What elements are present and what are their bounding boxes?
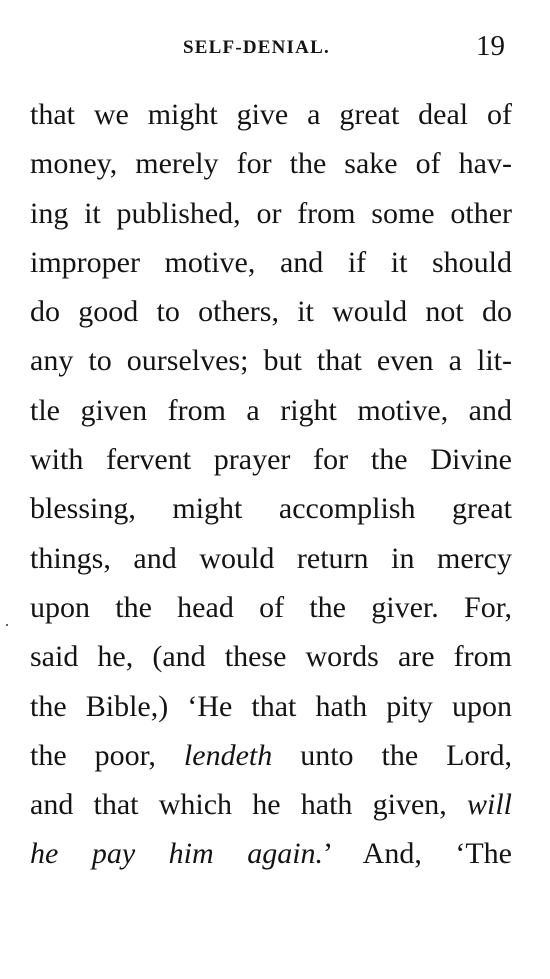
text-line: he pay him again.’ And, ‘The [30, 837, 513, 871]
text-line: upon the head of the giver. For, [30, 590, 512, 624]
running-head: SELF-DENIAL. [183, 37, 330, 58]
text-line: and that which he hath given, will [30, 788, 512, 822]
print-speck [6, 624, 8, 626]
italic-text: he pay him again. [30, 837, 324, 871]
text-line: that we might give a great deal of [30, 98, 512, 131]
text-line: said he, (and these words are from [30, 640, 512, 674]
text-line: money, merely for the sake of hav- [30, 147, 512, 181]
text-line: ing it published, or from some other [30, 196, 512, 230]
text-line: improper motive, and if it should [30, 245, 512, 279]
body-text [30, 90, 512, 879]
text-line: with fervent prayer for the Divine [30, 443, 512, 477]
italic-text: lendeth [183, 738, 273, 772]
italic-text: will [466, 788, 512, 822]
text-line: the Bible,) ‘He that hath pity upon [30, 689, 512, 723]
text-line: blessing, might accomplish great [30, 492, 512, 526]
text-line: any to ourselves; but that even a lit- [30, 344, 512, 378]
text-line: things, and would return in mercy [30, 541, 512, 575]
text-line: tle given from a right motive, and [30, 393, 512, 427]
text-line: the poor, lendeth unto the Lord, [30, 738, 512, 772]
page-number: 19 [476, 30, 505, 62]
text-line: do good to others, it would not do [30, 295, 512, 329]
